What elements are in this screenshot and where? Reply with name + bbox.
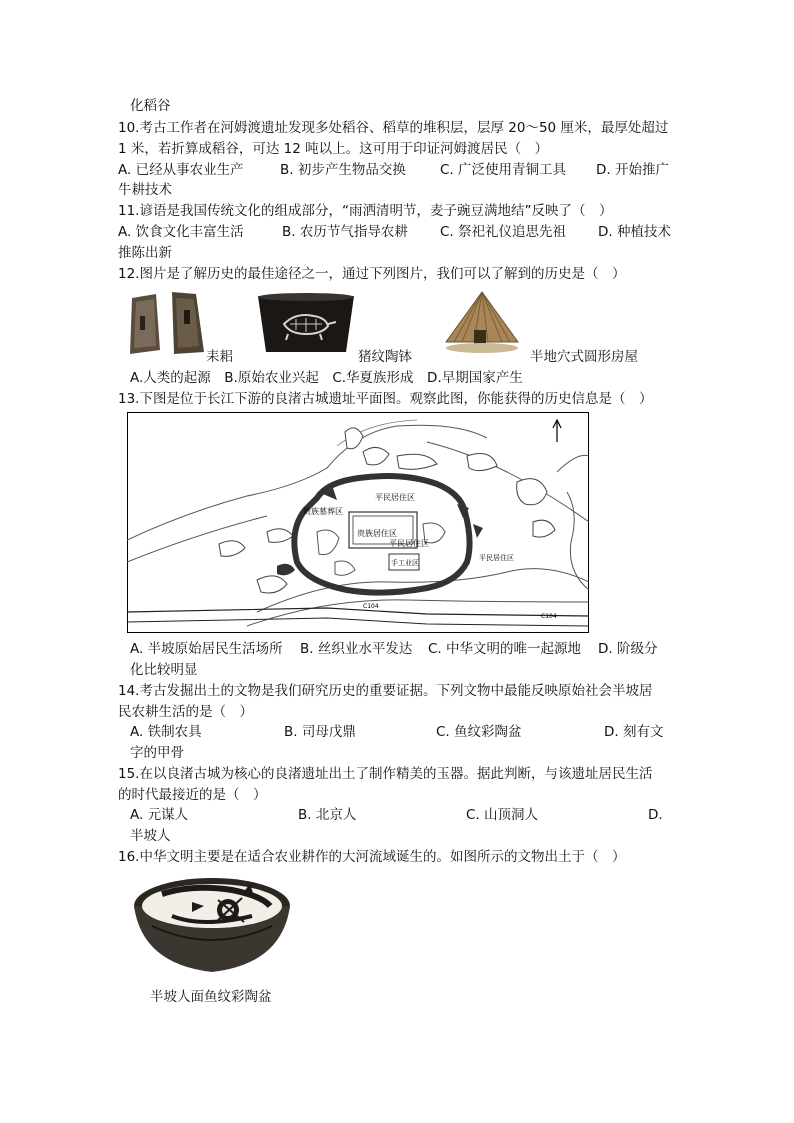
q9-tail: 化稻谷 [130, 98, 171, 114]
zone-label-3: 平民居住区 [389, 539, 429, 548]
q13-option-b: B. 丝织业水平发达 [300, 641, 413, 657]
q12-stem: 12.图片是了解历史的最佳途径之一，通过下列图片，我们可以了解到的历史是（ ） [118, 266, 626, 282]
q15-stem-line1: 15.在以良渚古城为核心的良渚遗址出土了制作精美的玉器。据此判断，与该遗址居民生活 [118, 766, 653, 782]
q14-stem-line1: 14.考古发掘出土的文物是我们研究历史的重要证据。下列文物中最能反映原始社会半坡居 [118, 683, 653, 699]
q15-option-d: D. [648, 807, 663, 823]
q15-option-c: C. 山顶洞人 [466, 807, 539, 823]
q15-option-d-cont: 半坡人 [130, 828, 171, 844]
q14-option-d-cont: 字的甲骨 [130, 745, 184, 761]
zone-label-5: 手工业区 [391, 559, 419, 567]
q11-option-b: B. 农历节气指导农耕 [282, 224, 408, 240]
leisi-caption: 耒耜 [206, 349, 233, 365]
q10-stem-line1: 10.考古工作者在河姆渡遗址发现多处稻谷、稻草的堆积层，层厚 20～50 厘米，最厚处超过 [118, 120, 669, 136]
road-label: C104 [363, 603, 379, 610]
q11-option-a: A. 饮食文化丰富生活 [118, 224, 244, 240]
round-house-caption: 半地穴式圆形房屋 [530, 349, 638, 365]
q14-option-d: D. 刻有文 [604, 724, 664, 740]
fish-pattern-basin-image [132, 876, 292, 976]
q11-stem: 11.谚语是我国传统文化的组成部分，“雨洒清明节，麦子豌豆满地结”反映了（ ） [118, 203, 613, 219]
q13-option-d-cont: 化比较明显 [130, 662, 198, 678]
q10-option-d: D. 开始推广 [596, 162, 669, 178]
q13-option-a: A. 半坡原始居民生活场所 [130, 641, 283, 657]
q11-option-d-cont: 推陈出新 [118, 245, 172, 261]
q10-option-b: B. 初步产生物品交换 [280, 162, 406, 178]
q15-option-b: B. 北京人 [298, 807, 357, 823]
q14-option-c: C. 鱼纹彩陶盆 [436, 724, 522, 740]
q15-stem-line2: 的时代最接近的是（ ） [118, 787, 267, 803]
q10-option-a: A. 已经从事农业生产 [118, 162, 244, 178]
zone-label-6: 贵族墓葬区 [303, 507, 343, 516]
liangzhu-city-map [127, 412, 589, 633]
q10-option-d-cont: 牛耕技术 [118, 182, 172, 198]
q10-stem-line2: 1 米，若折算成稻谷，可达 12 吨以上。这可用于印证河姆渡居民（ ） [118, 141, 549, 157]
q14-option-b: B. 司母戊鼎 [284, 724, 356, 740]
zone-label-1: 平民居住区 [375, 493, 415, 502]
q16-stem: 16.中华文明主要是在适合农业耕作的大河流域诞生的。如图所示的文物出土于（ ） [118, 849, 626, 865]
q14-option-a: A. 铁制农具 [130, 724, 202, 740]
zone-label-2: 贵族居住区 [357, 529, 397, 538]
q13-option-c: C. 中华文明的唯一起源地 [428, 641, 582, 657]
leisi-image [126, 290, 210, 356]
q14-stem-line2: 民农耕生活的是（ ） [118, 704, 253, 720]
q11-option-d: D. 种植技术 [598, 224, 671, 240]
q10-option-c: C. 广泛使用青铜工具 [440, 162, 567, 178]
pig-pattern-bowl-image [256, 290, 356, 356]
pig-pattern-bowl-caption: 猪纹陶钵 [358, 349, 412, 365]
q12-options: A.人类的起源 B.原始农业兴起 C.华夏族形成 D.早期国家产生 [130, 370, 523, 386]
road-label-2: C104 [541, 613, 557, 620]
q15-option-a: A. 元谋人 [130, 807, 189, 823]
q13-option-d: D. 阶级分 [598, 641, 658, 657]
q11-option-c: C. 祭祀礼仪追思先祖 [440, 224, 567, 240]
round-house-image [444, 290, 520, 356]
q13-stem: 13.下图是位于长江下游的良渚古城遗址平面图。观察此图，你能获得的历史信息是（ ） [118, 391, 653, 407]
fish-pattern-basin-caption: 半坡人面鱼纹彩陶盆 [150, 989, 272, 1005]
zone-label-4: 平民居住区 [479, 554, 514, 562]
